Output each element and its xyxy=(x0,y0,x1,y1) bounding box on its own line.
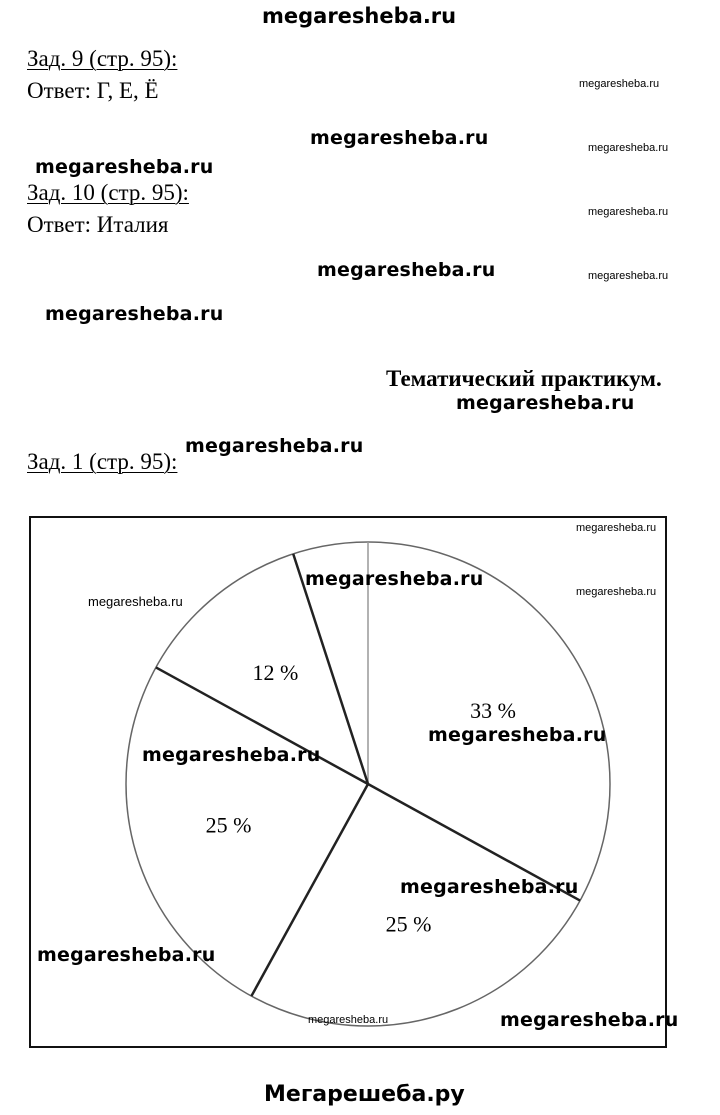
watermark: megaresheba.ru xyxy=(400,876,579,898)
pie-slice-label-3: 12 % xyxy=(252,660,299,686)
watermark: megaresheba.ru xyxy=(88,594,183,609)
site-header-watermark: megaresheba.ru xyxy=(262,4,457,28)
watermark: megaresheba.ru xyxy=(579,78,660,90)
task-9-label: Зад. 9 (стр. 95): xyxy=(27,46,178,71)
watermark: megaresheba.ru xyxy=(576,586,657,598)
watermark: megaresheba.ru xyxy=(500,1009,679,1031)
watermark: megaresheba.ru xyxy=(588,270,669,282)
watermark: megaresheba.ru xyxy=(456,392,635,414)
watermark: megaresheba.ru xyxy=(310,127,489,149)
watermark: megaresheba.ru xyxy=(576,522,657,534)
task-1-label: Зад. 1 (стр. 95): xyxy=(27,449,178,474)
pie-slice-label-1: 25 % xyxy=(385,911,432,937)
watermark: megaresheba.ru xyxy=(308,1014,389,1026)
pie-slice-label-2: 25 % xyxy=(205,812,252,838)
task-9-answer: Ответ: Г, Е, Ё xyxy=(27,78,159,103)
watermark: megaresheba.ru xyxy=(142,744,321,766)
watermark: megaresheba.ru xyxy=(317,259,496,281)
pie-slice-label-0: 33 % xyxy=(470,698,516,724)
watermark: megaresheba.ru xyxy=(588,142,669,154)
task-10-answer: Ответ: Италия xyxy=(27,212,169,237)
watermark: megaresheba.ru xyxy=(305,568,484,590)
watermark: megaresheba.ru xyxy=(35,156,214,178)
watermark: megaresheba.ru xyxy=(428,724,607,746)
task-10-label: Зад. 10 (стр. 95): xyxy=(27,180,189,205)
watermark: megaresheba.ru xyxy=(45,303,224,325)
watermark: megaresheba.ru xyxy=(37,944,216,966)
site-footer-brand: Мегарешеба.ру xyxy=(264,1082,465,1107)
watermark: megaresheba.ru xyxy=(185,435,364,457)
watermark: megaresheba.ru xyxy=(588,206,669,218)
section-heading: Тематический практикум. xyxy=(386,366,662,391)
